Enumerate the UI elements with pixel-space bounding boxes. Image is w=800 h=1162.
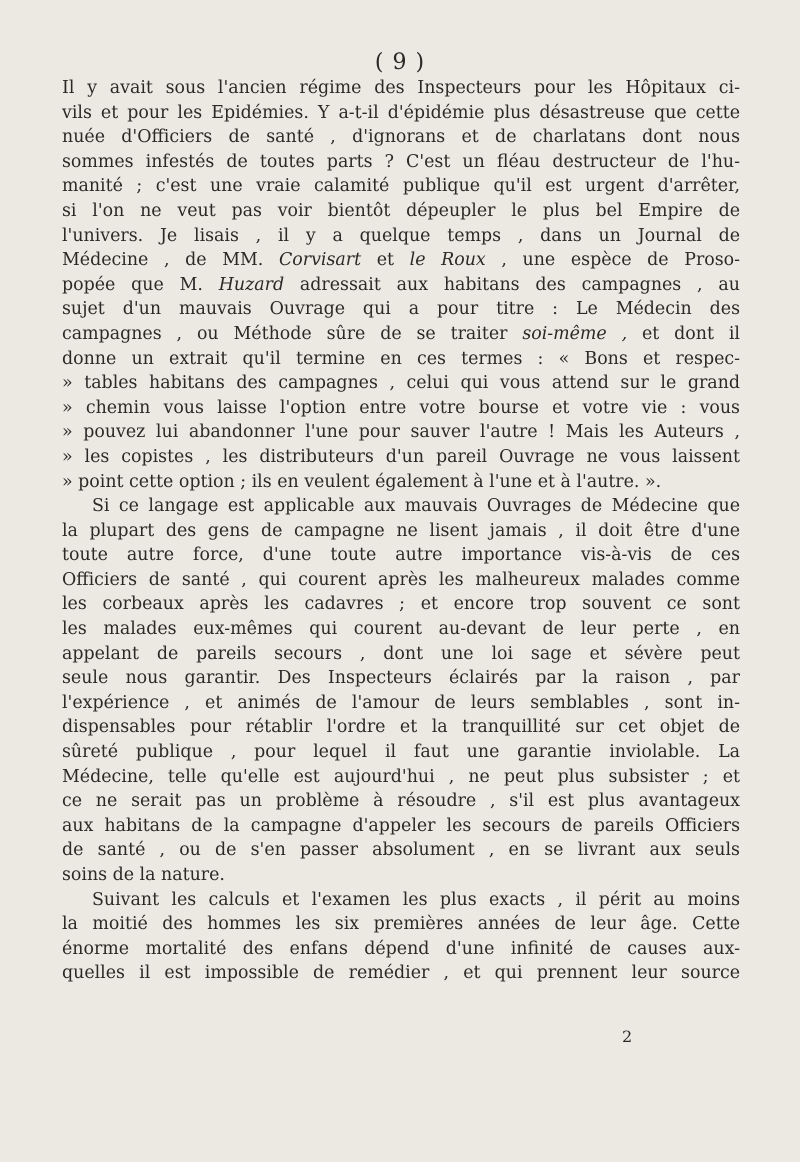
text-line: de santé , ou de s'en passer absolument , en se livrant aux seuls xyxy=(62,840,740,861)
text-line: nuée d'Officiers de santé , d'ignorans et de charlatans dont nous xyxy=(62,127,740,148)
text-line: » pouvez lui abandonner l'une pour sauver l'autre ! Mais les Auteurs , xyxy=(62,422,740,443)
signature-mark: 2 xyxy=(622,1027,633,1046)
text-line: les corbeaux après les cadavres ; et encore trop souvent ce sont xyxy=(62,594,740,615)
text-line: Médecine, telle qu'elle est aujourd'hui , ne peut plus subsister ; et xyxy=(62,766,740,787)
text-line: » point cette option ; ils en veulent également à l'une et à l'autre. ». xyxy=(62,471,662,492)
text-line: » tables habitans des campagnes , celui qui vous attend sur le grand xyxy=(62,373,740,394)
text-line: » les copistes , les distributeurs d'un pareil Ouvrage ne vous laissent xyxy=(62,446,740,467)
text-line: soins de la nature. xyxy=(62,865,225,885)
text-line: les malades eux-mêmes qui courent au-devant de leur perte , en xyxy=(62,619,740,640)
text-line: dispensables pour rétablir l'ordre et la tranquillité sur cet objet de xyxy=(62,717,740,738)
text-line: toute autre force, d'une toute autre importance vis-à-vis de ces xyxy=(62,545,740,566)
text-line: popée que M. Huzard adressait aux habitans des campagnes , au xyxy=(62,274,740,295)
text-line: sujet d'un mauvais Ouvrage qui a pour titre : Le Médecin des xyxy=(62,299,740,320)
text-line: ce ne serait pas un problème à résoudre , s'il est plus avantageux xyxy=(62,791,740,812)
text-line: sommes infestés de toutes parts ? C'est un fléau destructeur de l'hu- xyxy=(62,151,740,172)
text-line: Médecine , de MM. Corvisart et le Roux , une espèce de Proso- xyxy=(62,250,740,271)
text-line: appelant de pareils secours , dont une loi sage et sévère peut xyxy=(62,643,740,664)
text-line: si l'on ne veut pas voir bientôt dépeupler le plus bel Empire de xyxy=(62,200,740,221)
body-text xyxy=(62,76,740,986)
text-line: » chemin vous laisse l'option entre votre bourse et votre vie : vous xyxy=(62,397,740,418)
text-line: la plupart des gens de campagne ne lisent jamais , il doit être d'une xyxy=(62,520,740,541)
text-line: la moitié des hommes les six premières années de leur âge. Cette xyxy=(62,914,740,935)
text-line: Officiers de santé , qui courent après les malheureux malades comme xyxy=(62,569,740,590)
text-line: campagnes , ou Méthode sûre de se traiter soi-même , et dont il xyxy=(62,323,740,344)
page-number: ( 9 ) xyxy=(374,50,426,75)
text-line: quelles il est impossible de remédier , et qui prennent leur source xyxy=(62,963,740,984)
text-line: vils et pour les Epidémies. Y a-t-il d'épidémie plus désastreuse que cette xyxy=(62,102,740,123)
text-line: l'expérience , et animés de l'amour de leurs semblables , sont in- xyxy=(62,692,740,713)
text-line: énorme mortalité des enfans dépend d'une infinité de causes aux- xyxy=(62,938,740,959)
text-line: l'univers. Je lisais , il y a quelque temps , dans un Journal de xyxy=(62,225,740,246)
text-line: Il y avait sous l'ancien régime des Inspecteurs pour les Hôpitaux ci- xyxy=(62,78,740,98)
text-line: Si ce langage est applicable aux mauvais Ouvrages de Médecine que xyxy=(92,496,740,517)
text-line: aux habitans de la campagne d'appeler les secours de pareils Officiers xyxy=(62,815,740,836)
text-line: manité ; c'est une vraie calamité publique qu'il est urgent d'arrêter, xyxy=(62,176,740,197)
text-line: seule nous garantir. Des Inspecteurs éclairés par la raison , par xyxy=(62,668,740,689)
text-line: sûreté publique , pour lequel il faut une garantie inviolable. La xyxy=(62,742,740,763)
text-line: donne un extrait qu'il termine en ces termes : « Bons et respec- xyxy=(62,348,740,369)
text-line: Suivant les calculs et l'examen les plus exacts , il périt au moins xyxy=(92,889,740,910)
